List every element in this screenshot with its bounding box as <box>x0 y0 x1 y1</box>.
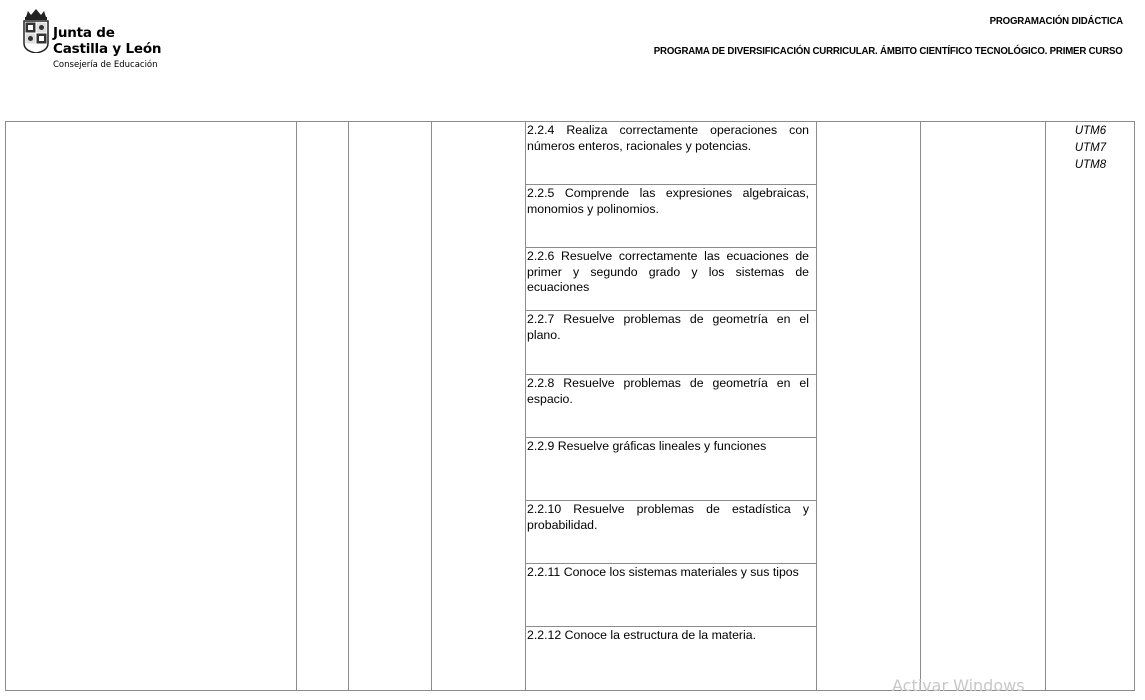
unit-code-list <box>1046 123 1135 173</box>
row-divider <box>525 184 817 185</box>
junta-logo <box>22 9 172 73</box>
document-subtitle: PROGRAMA DE DIVERSIFICACIÓN CURRICULAR. ÁMBITO CIENTÍFICO TECNOLÓGICO. PRIMER CURSO <box>654 45 1123 57</box>
coat-of-arms-icon <box>22 9 50 53</box>
standard-2-2-7: 2.2.7 Resuelve problemas de geometría en el plano. <box>527 312 809 342</box>
row-divider <box>525 563 817 564</box>
windows-activation-watermark: Activar Windows <box>892 676 1025 695</box>
column-divider <box>348 121 349 691</box>
logo-title-line1: Junta de <box>53 25 115 41</box>
column-divider <box>431 121 432 691</box>
row-divider <box>525 626 817 627</box>
table-top-border <box>5 121 1135 122</box>
standard-2-2-5: 2.2.5 Comprende las expresiones algebraicas, monomios y polinomios. <box>527 186 809 216</box>
document-title: PROGRAMACIÓN DIDÁCTICA <box>989 15 1123 27</box>
row-divider <box>525 437 817 438</box>
row-divider <box>525 310 817 311</box>
column-divider <box>816 121 817 691</box>
row-divider <box>525 500 817 501</box>
unit-code: UTM6 <box>1074 125 1107 137</box>
column-divider <box>920 121 921 691</box>
standard-2-2-6: 2.2.6 Resuelve correctamente las ecuaciones de primer y segundo grado y los sistemas de ecuaciones <box>527 249 809 294</box>
column-divider <box>296 121 297 691</box>
logo-title-line2: Castilla y León <box>53 41 162 57</box>
standard-2-2-10: 2.2.10 Resuelve problemas de estadística y probabilidad. <box>527 502 809 532</box>
unit-code: UTM7 <box>1074 141 1107 154</box>
row-divider <box>525 247 817 248</box>
standard-2-2-11: 2.2.11 Conoce los sistemas materiales y sus tipos <box>527 565 799 579</box>
unit-code: UTM8 <box>1074 158 1107 171</box>
standard-2-2-12: 2.2.12 Conoce la estructura de la materia. <box>527 628 756 642</box>
standard-2-2-4: 2.2.4 Realiza correctamente operaciones con números enteros, racionales y potencias. <box>527 123 809 153</box>
column-divider <box>1045 121 1046 691</box>
column-divider <box>1134 121 1135 691</box>
logo-department: Consejería de Educación <box>53 60 158 70</box>
column-divider <box>525 121 526 691</box>
row-divider <box>525 374 817 375</box>
column-divider <box>5 121 6 691</box>
standard-2-2-8: 2.2.8 Resuelve problemas de geometría en el espacio. <box>527 376 809 406</box>
standard-2-2-9: 2.2.9 Resuelve gráficas lineales y funciones <box>527 439 767 453</box>
